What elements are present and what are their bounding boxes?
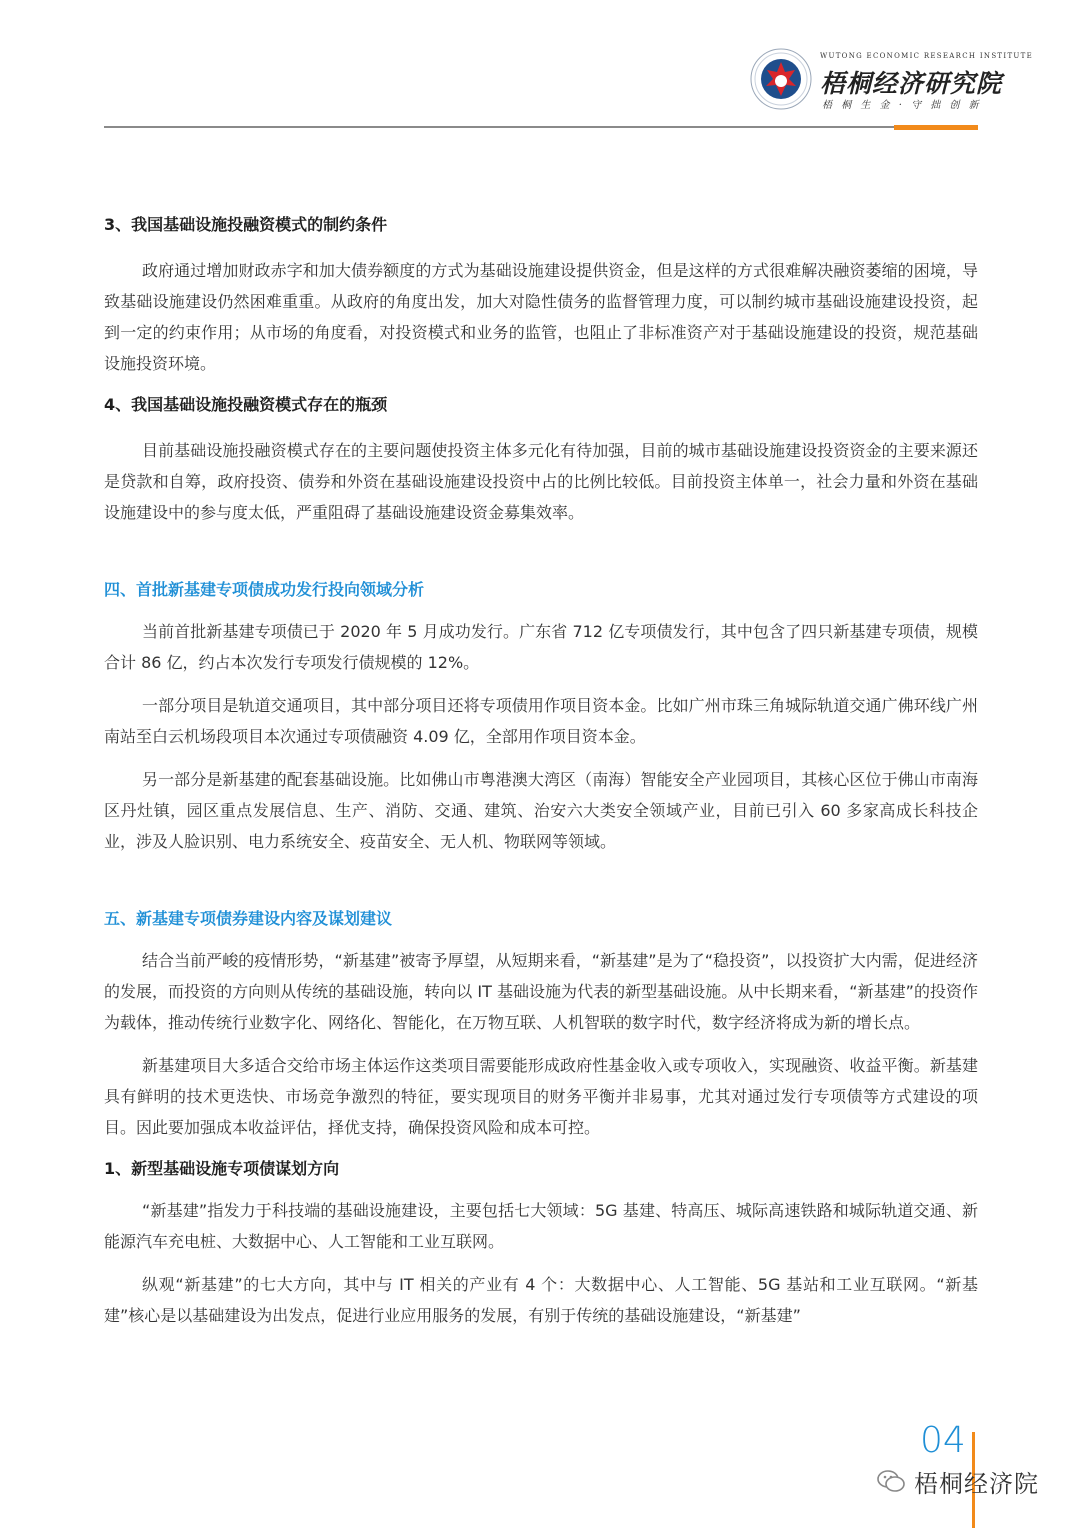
chapter-heading: 四、首批新基建专项债成功发行投向领域分析 [104,580,425,599]
watermark-text: 梧桐经济院 [914,1470,1039,1498]
header-rule [104,126,894,128]
section-heading: 3、我国基础设施投融资模式的制约条件 [104,215,388,234]
paragraph: 纵观“新基建”的七大方向，其中与 IT 相关的产业有 4 个：大数据中心、人工智能、5G 基站和工业互联网。“新基建”核心是以基础建设为出发点，促进行业应用服务的发展，有别于传统的基础设施建设，“新基建” [104,1275,978,1325]
paragraph: “新基建”指发力于科技端的基础设施建设，主要包括七大领域：5G 基建、特高压、城际高速铁路和城际轨道交通、新能源汽车充电桩、大数据中心、人工智能和工业互联网。 [104,1201,978,1251]
section-heading: 1、新型基础设施专项债谋划方向 [104,1159,340,1178]
wechat-icon [876,1466,906,1496]
paragraph: 新基建项目大多适合交给市场主体运作这类项目需要能形成政府性基金收入或专项收入，实现融资、收益平衡。新基建具有鲜明的技术更迭快、市场竞争激烈的特征，要实现项目的财务平衡并非易事，尤其对通过发行专项债等方式建设的项目。因此要加强成本收益评估，择优支持，确保投资风险和成本可控。 [104,1056,978,1137]
logo-english-name: WUTONG ECONOMIC RESEARCH INSTITUTE [820,52,1033,60]
paragraph: 另一部分是新基建的配套基础设施。比如佛山市粤港澳大湾区（南海）智能安全产业园项目，其核心区位于佛山市南海区丹灶镇，园区重点发展信息、生产、消防、交通、建筑、治安六大类安全领域产业，目前已引入 60 多家高成长科技企业，涉及人脸识别、电力系统安全、疫苗安全、无人机、物联网等领域。 [104,770,978,851]
logo-slogan: 梧 桐 生 金 · 守 拙 创 新 [822,100,982,111]
paragraph: 当前首批新基建专项债已于 2020 年 5 月成功发行。广东省 712 亿专项债发行，其中包含了四只新基建专项债，规模合计 86 亿，约占本次发行专项发行债规模的 12%。 [104,622,978,672]
paragraph: 一部分项目是轨道交通项目，其中部分项目还将专项债用作项目资本金。比如广州市珠三角城际轨道交通广佛环线广州南站至白云机场段项目本次通过专项债融资 4.09 亿，全部用作项目资本金。 [104,696,978,746]
paragraph: 政府通过增加财政赤字和加大债券额度的方式为基础设施建设提供资金，但是这样的方式很难解决融资萎缩的困境，导致基础设施建设仍然困难重重。从政府的角度出发，加大对隐性债务的监督管理力度，可以制约城市基础设施建设投资，起到一定的约束作用；从市场的角度看，对投资模式和业务的监管，也阻止了非标准资产对于基础设施建设的投资，规范基础设施投资环境。 [104,261,978,373]
chapter-heading: 五、新基建专项债券建设内容及谋划建议 [104,909,393,928]
institute-logo [750,46,1033,120]
wechat-watermark [876,1462,1056,1502]
paragraph: 目前基础设施投融资模式存在的主要问题使投资主体多元化有待加强，目前的城市基础设施建设投资资金的主要来源还是贷款和自筹，政府投资、债券和外资在基础设施建设投资中占的比例比较低。目前投资主体单一，社会力量和外资在基础设施建设中的参与度太低，严重阻碍了基础设施建设资金募集效率。 [104,441,978,522]
institute-emblem-icon [750,48,812,110]
article-body [104,211,978,1331]
paragraph: 结合当前严峻的疫情形势，“新基建”被寄予厚望，从短期来看，“新基建”是为了“稳投资”，以投资扩大内需，促进经济的发展，而投资的方向则从传统的基础设施，转向以 IT 基础设施为代表的新型基础设施。从中长期来看，“新基建”的投资作为载体，推动传统行业数字化、网络化、智能化，在万物互联、人机智联的数字时代，数字经济将成为新的增长点。 [104,951,978,1032]
section-heading: 4、我国基础设施投融资模式存在的瓶颈 [104,395,388,414]
header-accent-bar [894,125,978,130]
logo-chinese-name: 梧桐经济研究院 [820,69,1003,98]
page-number: 04 [920,1420,966,1461]
